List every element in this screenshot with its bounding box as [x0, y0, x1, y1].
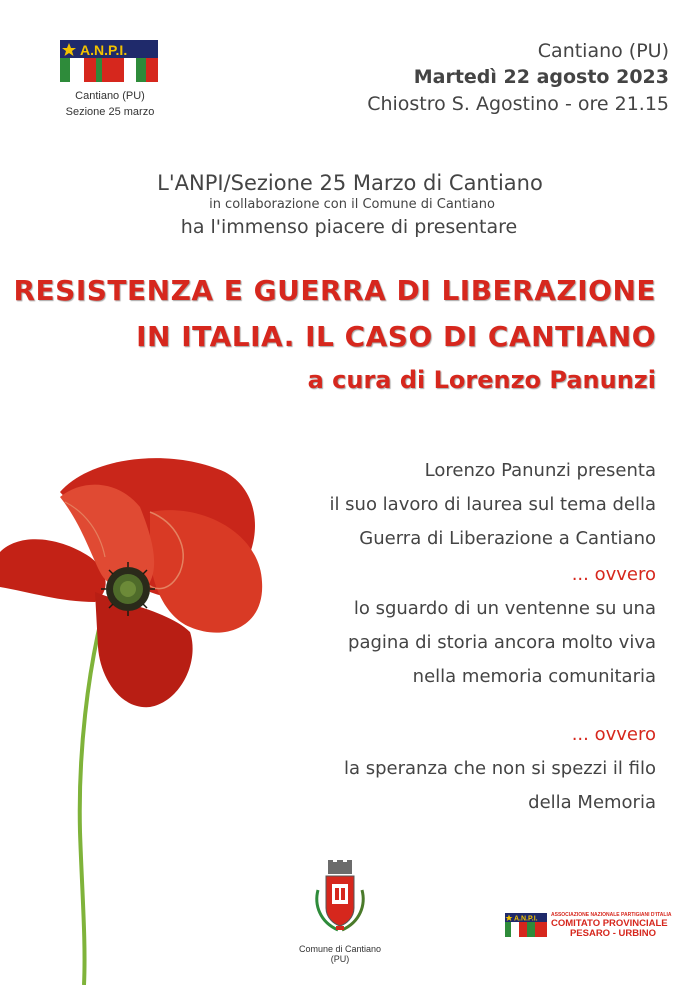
- poppy-illustration: [0, 452, 300, 985]
- crest-icon: [308, 860, 372, 936]
- desc-p1-line3: Guerra di Liberazione a Cantiano: [359, 528, 656, 549]
- desc-ovvero-1: ... ovvero: [571, 564, 656, 585]
- anpi-flag-icon: [60, 40, 158, 82]
- anpi-province: PESARO - URBINO: [569, 928, 656, 939]
- desc-ovvero-2: ... ovvero: [571, 724, 656, 745]
- anpi-caption-section: Sezione 25 marzo: [65, 106, 155, 118]
- anpi-association-name: ASSOCIAZIONE NAZIONALE PARTIGIANI D'ITALIA: [551, 912, 672, 918]
- intro-organizer: L'ANPI/Sezione 25 Marzo di Cantiano: [157, 171, 543, 195]
- anpi-committee: COMITATO PROVINCIALE: [551, 918, 668, 929]
- anpi-mini-flag-icon: [505, 913, 547, 937]
- event-venue: Chiostro S. Agostino - ore 21.15: [367, 93, 669, 115]
- anpi-provincial-logo: [505, 910, 672, 942]
- intro-presents: ha l'immenso piacere di presentare: [180, 216, 518, 238]
- comune-caption: Comune di Cantiano (PU): [298, 944, 382, 964]
- event-place: Cantiano (PU): [537, 40, 669, 62]
- comune-logo: [290, 860, 390, 964]
- intro-collaboration: in collaborazione con il Comune di Cantiano: [209, 197, 495, 212]
- event-date: Martedì 22 agosto 2023: [413, 66, 669, 88]
- desc-p3-line2: della Memoria: [528, 792, 656, 813]
- anpi-mini-logo-text: A.N.P.I.: [514, 915, 538, 923]
- desc-p1-line1: Lorenzo Panunzi presenta: [424, 460, 656, 481]
- desc-p2-line2: pagina di storia ancora molto viva: [348, 632, 656, 653]
- desc-p2-line3: nella memoria comunitaria: [412, 666, 656, 687]
- title-author: a cura di Lorenzo Panunzi: [307, 366, 656, 394]
- title-line-2: IN ITALIA. IL CASO DI CANTIANO: [136, 320, 656, 353]
- event-info: [367, 38, 669, 118]
- title-line-1: RESISTENZA E GUERRA DI LIBERAZIONE: [13, 274, 656, 307]
- intro-block: [0, 170, 696, 240]
- anpi-logo: [60, 40, 160, 120]
- description: [329, 454, 656, 820]
- anpi-caption-city: Cantiano (PU): [75, 90, 145, 102]
- desc-p2-line1: lo sguardo di un ventenne su una: [353, 598, 656, 619]
- anpi-logo-text: A.N.P.I.: [80, 42, 128, 58]
- poppy-stem: [80, 612, 103, 985]
- anpi-flag-badge: [60, 40, 158, 82]
- main-title: [13, 268, 656, 400]
- desc-p1-line2: il suo lavoro di laurea sul tema della: [329, 494, 656, 515]
- desc-p3-line1: la speranza che non si spezzi il filo: [344, 758, 656, 779]
